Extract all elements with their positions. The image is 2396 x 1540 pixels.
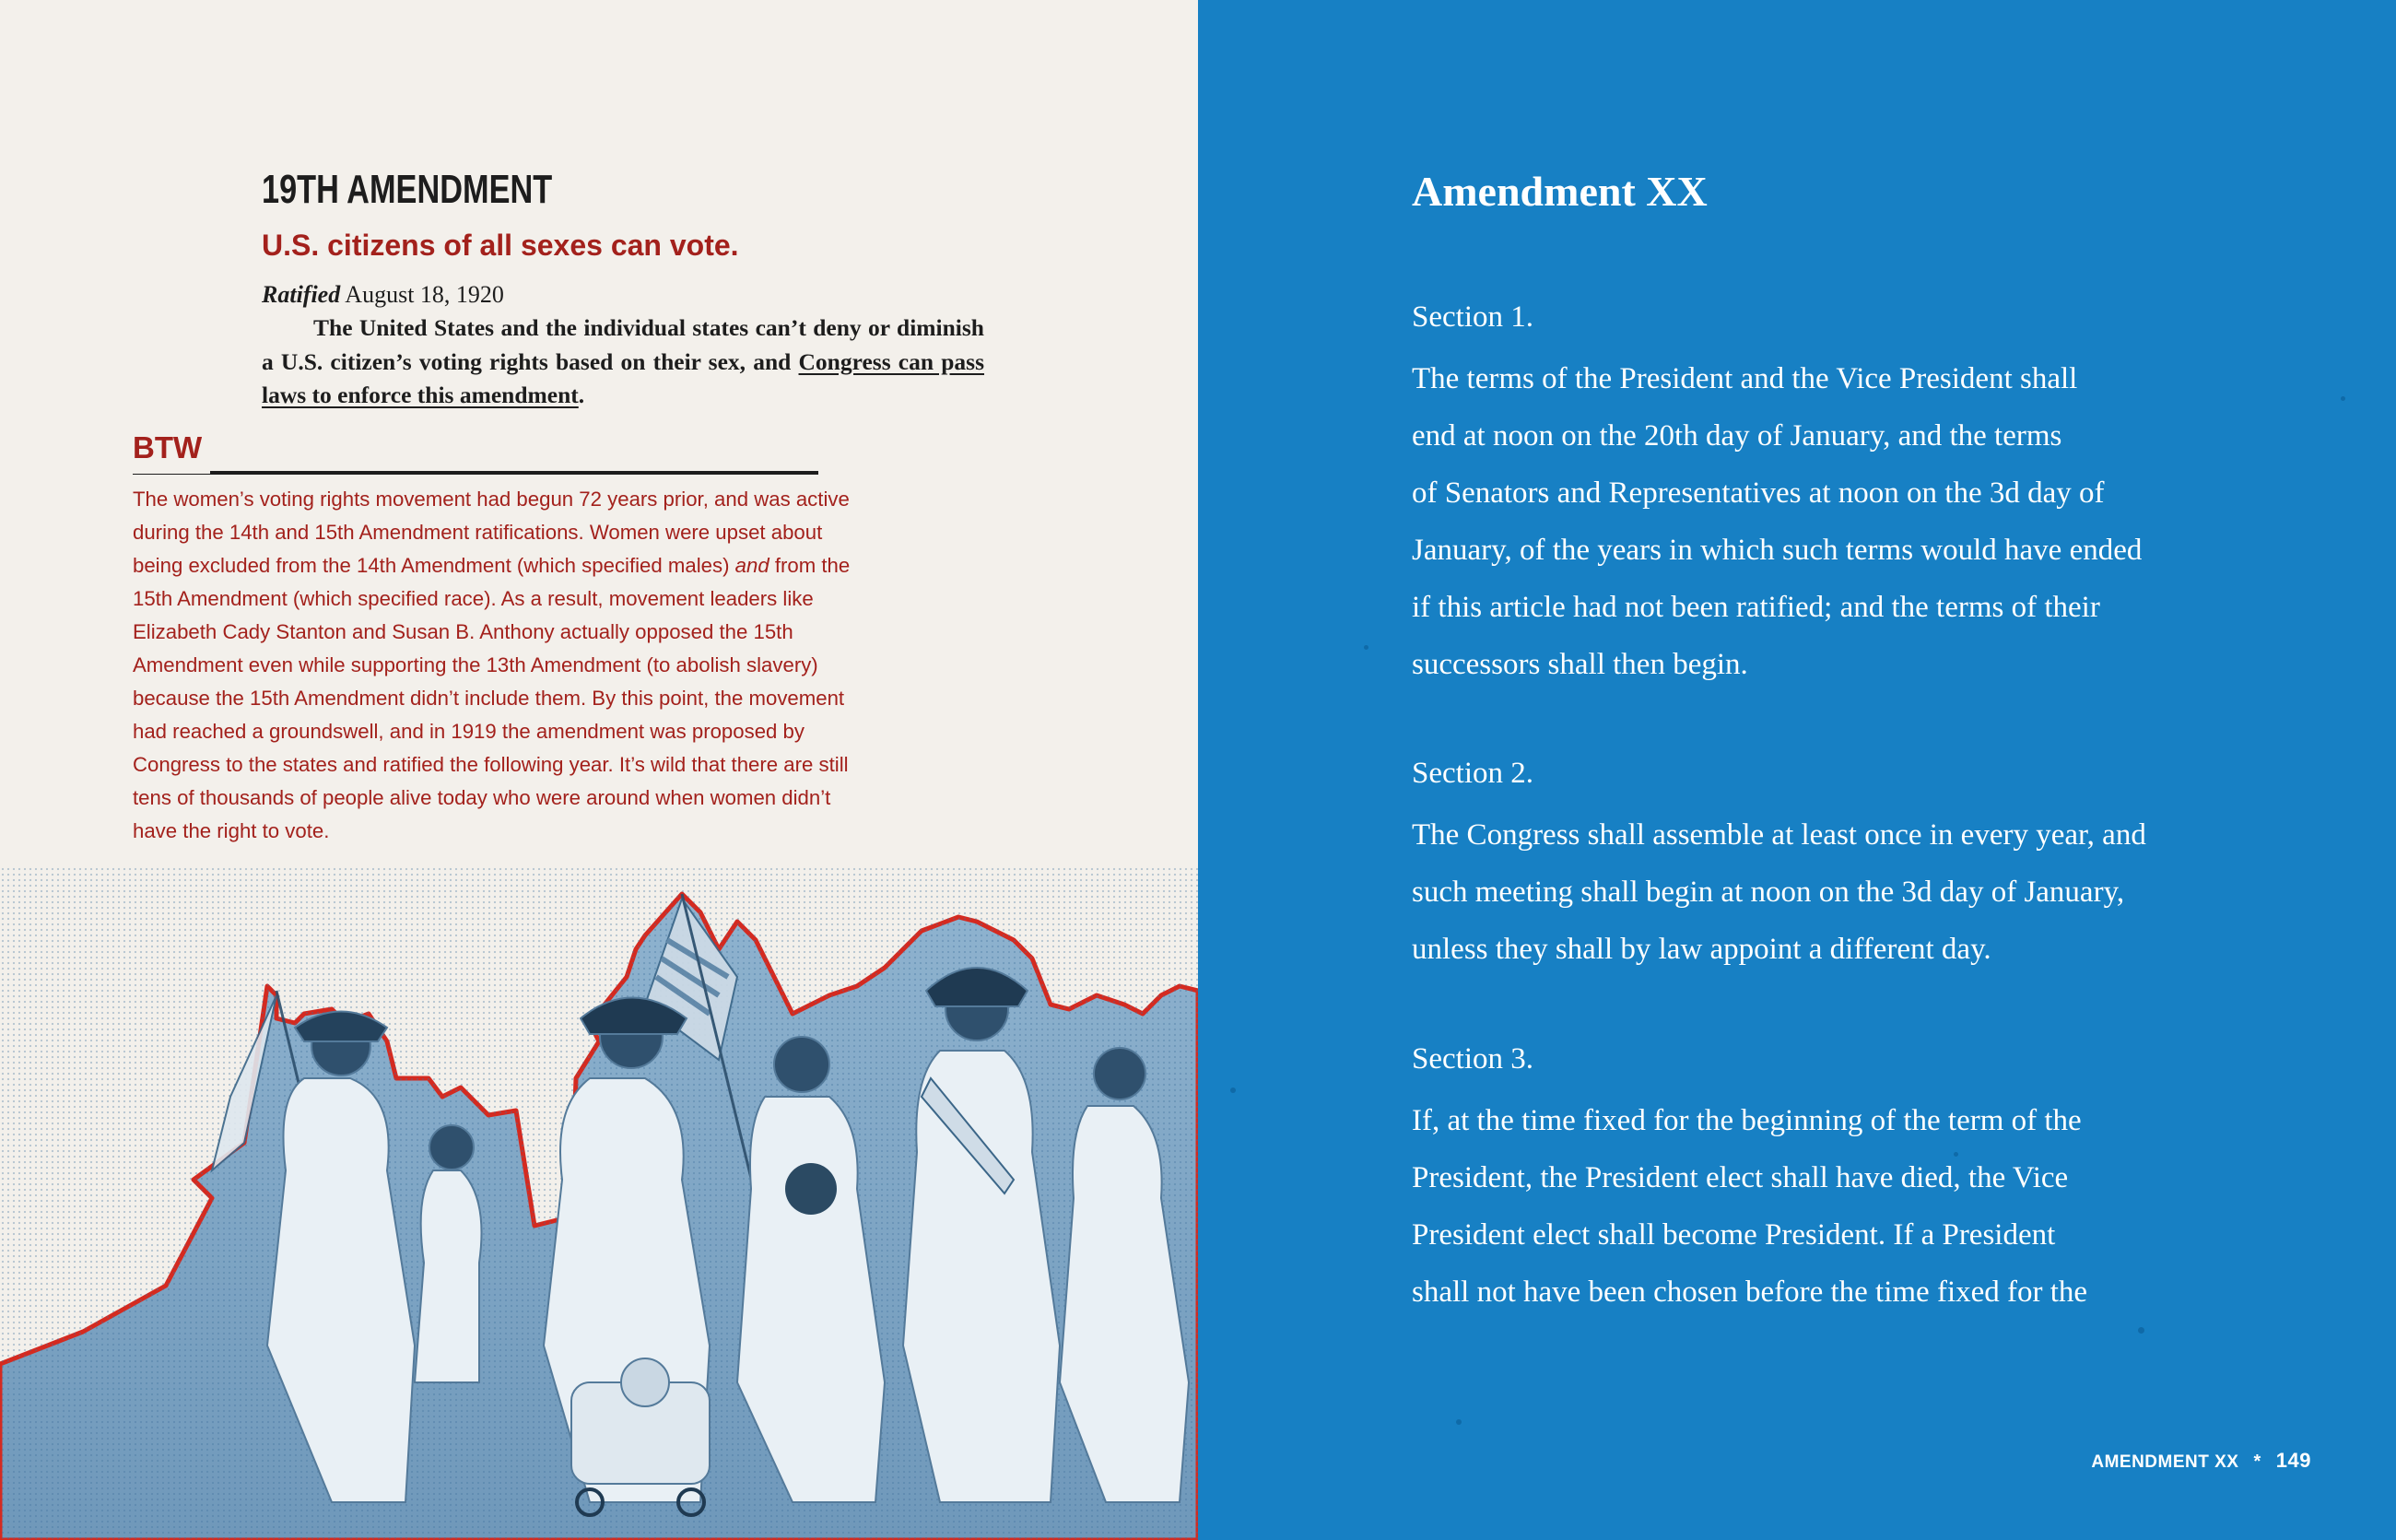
- section-2: [1412, 751, 2146, 978]
- btw-text-emphasis: and: [734, 554, 769, 577]
- section-1: [1412, 295, 2142, 693]
- amendment-xx-text: [1412, 166, 2241, 1309]
- amendment-summary: [262, 164, 984, 413]
- summary-end: .: [578, 382, 585, 408]
- ratified-date: August 18, 1920: [345, 281, 504, 308]
- section-2-heading: Section 2.: [1412, 757, 1533, 790]
- suffragette-march-photo: [0, 866, 1198, 1540]
- right-page: [1198, 0, 2396, 1540]
- btw-rule-thin: [133, 474, 818, 475]
- section-3-text: If, at the time fixed for the beginning of the term of the President, the President elect shall have died, the Vice President elect shall become President. If a President shall not have been chosen before the time fixed for the: [1412, 1104, 2088, 1309]
- page-footer: [2091, 1449, 2311, 1473]
- btw-text: [133, 483, 861, 848]
- paper-speck: [1456, 1419, 1462, 1425]
- ratified-line: [262, 278, 984, 312]
- btw-sidebar: [133, 429, 861, 848]
- section-3: [1412, 1037, 2087, 1321]
- summary-underlined-text: Congress can pass laws to enforce this amendment: [262, 347, 985, 408]
- btw-text-part1: The women’s voting rights movement had begun 72 years prior, and was active during the 14th and 15th Amendment ratifications. Women were upset about being excluded from the 14th Amendment (which specified males): [133, 488, 850, 577]
- section-3-heading: Section 3.: [1412, 1042, 1533, 1076]
- summary-text: The United States and the individual states can’t deny or diminish a U.S. citizen’s voting rights based on their sex, and: [262, 314, 984, 375]
- ratified-label: Ratified: [262, 281, 341, 308]
- amendment-subtitle: U.S. citizens of all sexes can vote.: [262, 229, 739, 262]
- paper-speck: [1364, 645, 1368, 650]
- footer-separator: *: [2253, 1452, 2261, 1472]
- paper-speck: [2341, 396, 2345, 401]
- section-2-text: The Congress shall assemble at least once in every year, and such meeting shall begin at noon on the 3d day of January, unless they shall by law appoint a different day.: [1412, 818, 2146, 966]
- running-footer-title: AMENDMENT XX: [2091, 1452, 2239, 1472]
- amendment-title: 19TH AMENDMENT: [262, 167, 553, 212]
- section-1-heading: Section 1.: [1412, 300, 1533, 334]
- btw-text-part2: from the 15th Amendment (which specified race). As a result, movement leaders like Elizabeth Cady Stanton and Susan B. Anthony actually opposed the 15th Amendment even while supporting the 13th Amendment (to abolish slavery) because the 15th Amendment didn’t include them. By this point, the movement had reached a groundswell, and in 1919 the amendment was proposed by Congress to the states and ratified the following year. It’s wild that there are still tens of thousands of people alive today who were around when women didn’t have the right to vote.: [133, 554, 851, 842]
- btw-heading: BTW: [133, 430, 203, 464]
- amendment-heading: Amendment XX: [1412, 168, 1708, 215]
- paper-speck: [2138, 1327, 2144, 1334]
- section-1-text: The terms of the President and the Vice President shall end at noon on the 20th day of January, and the terms of Senators and Representatives at noon on the 3d day of January, of the years in which such terms would have ended if this article had not been ratified; and the terms of their successors shall then begin.: [1412, 362, 2143, 681]
- amendment-summary-text: [262, 312, 984, 413]
- paper-speck: [1230, 1087, 1236, 1093]
- page-number: 149: [2275, 1449, 2311, 1472]
